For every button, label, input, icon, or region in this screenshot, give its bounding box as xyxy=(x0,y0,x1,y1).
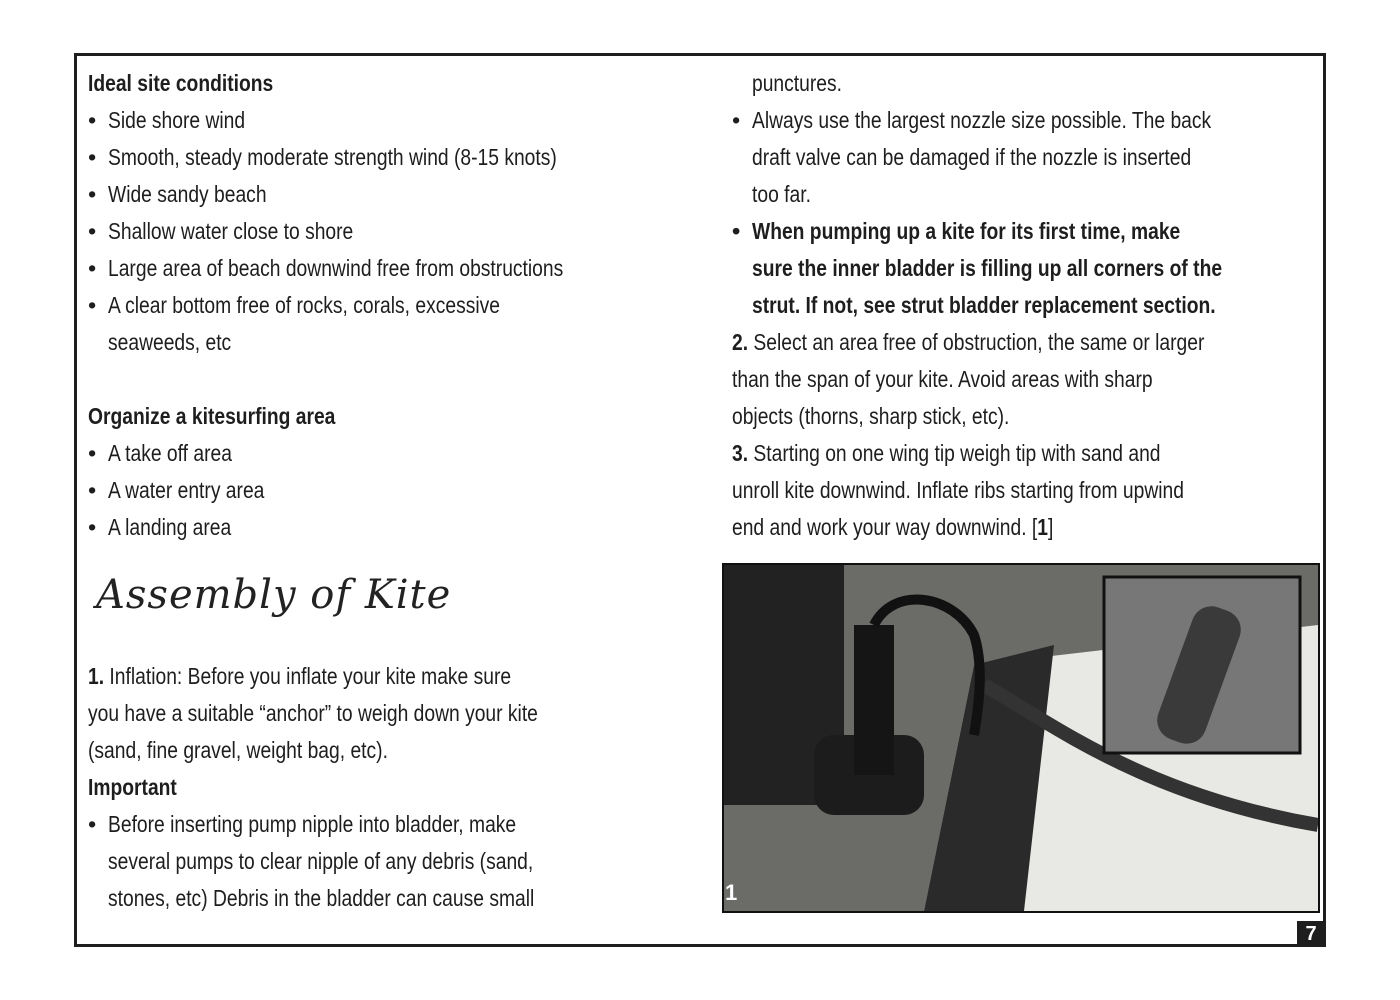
list-item-continuation: seaweeds, etc xyxy=(108,329,232,355)
list-item: • Side shore wind xyxy=(88,107,246,133)
step3-line: 3. Starting on one wing tip weigh tip with sand and xyxy=(732,440,1161,466)
list-item: • Before inserting pump nipple into bladder, make xyxy=(88,811,517,837)
list-item: • A take off area xyxy=(88,440,232,466)
list-item-continuation: sure the inner bladder is filling up all corners of the xyxy=(752,255,1223,281)
step1-block xyxy=(88,658,688,917)
organize-heading: Organize a kitesurfing area xyxy=(88,403,336,429)
list-item-continuation: stones, etc) Debris in the bladder can cause small xyxy=(108,885,535,911)
list-item: • Always use the largest nozzle size possible. The back xyxy=(732,107,1212,133)
list-item: • A clear bottom free of rocks, corals, excessive xyxy=(88,292,500,318)
step3-line: unroll kite downwind. Inflate ribs starting from upwind xyxy=(732,477,1184,503)
list-item: • Wide sandy beach xyxy=(88,181,267,207)
step2-number: 2. xyxy=(732,329,749,355)
list-item: • When pumping up a kite for its first time, make xyxy=(732,218,1181,244)
list-item: • Large area of beach downwind free from obstructions xyxy=(88,255,564,281)
list-item: • Smooth, steady moderate strength wind (8-15 knots) xyxy=(88,144,557,170)
important-heading: Important xyxy=(88,774,177,800)
step3-line: end and work your way downwind. [1] xyxy=(732,514,1054,540)
right-column xyxy=(732,65,1322,546)
step1-line: 1. Inflation: Before you inflate your kite make sure xyxy=(88,663,512,689)
list-item-continuation: punctures. xyxy=(752,70,842,96)
list-item: • A landing area xyxy=(88,514,232,540)
step1-line: (sand, fine gravel, weight bag, etc). xyxy=(88,737,388,763)
step1-number: 1. xyxy=(88,663,105,689)
figure-reference: 1 xyxy=(1037,514,1049,540)
kite-inflation-photo xyxy=(722,563,1320,913)
list-item-continuation: strut. If not, see strut bladder replacement section. xyxy=(752,292,1216,318)
figure-number: 1 xyxy=(725,880,738,905)
list-item-continuation: draft valve can be damaged if the nozzle is inserted xyxy=(752,144,1192,170)
step2-line: than the span of your kite. Avoid areas with sharp xyxy=(732,366,1153,392)
list-item-continuation: too far. xyxy=(752,181,811,207)
step3-number: 3. xyxy=(732,440,749,466)
step2-line: 2. Select an area free of obstruction, the same or larger xyxy=(732,329,1205,355)
list-item: • Shallow water close to shore xyxy=(88,218,354,244)
page-number: 7 xyxy=(1297,921,1325,947)
assembly-title: Assembly of Kite xyxy=(96,572,452,618)
left-column xyxy=(88,65,688,546)
list-item-continuation: several pumps to clear nipple of any debris (sand, xyxy=(108,848,534,874)
step2-line: objects (thorns, sharp stick, etc). xyxy=(732,403,1010,429)
site-conditions-heading: Ideal site conditions xyxy=(88,70,274,96)
step1-line: you have a suitable “anchor” to weigh down your kite xyxy=(88,700,538,726)
list-item: • A water entry area xyxy=(88,477,265,503)
